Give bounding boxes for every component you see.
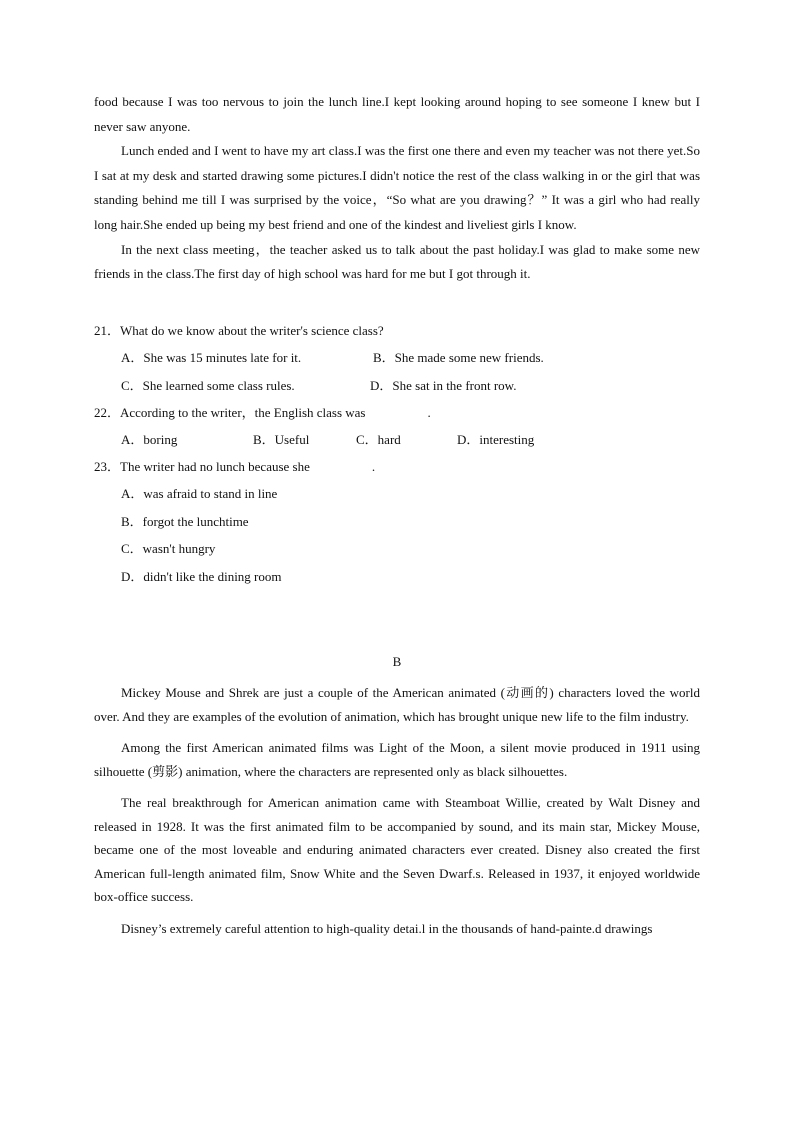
question-22-option-a: A．boring — [121, 432, 178, 447]
question-22-option-d: D．interesting — [457, 432, 535, 447]
passage-a-paragraph-3: In the next class meeting，the teacher asked us to talk about the past holiday.I was glad to make some new friends in the class.The first day of high school was hard for me but I got through it. — [94, 241, 700, 282]
question-23-stem: 23．The writer had no lunch because she — [94, 459, 310, 474]
question-22-period: . — [427, 405, 431, 420]
passage-a — [94, 90, 700, 287]
question-22-stem: 22．According to the writer，the English class was — [94, 405, 366, 420]
passage-a-paragraph-2: Lunch ended and I went to have my art class.I was the first one there and even my teacher was not there yet.So I sat at my desk and started drawing some pictures.I didn't notice the rest of the class walking in or the girl that was standing behind me till I was surprised by the voice，“So what are you drawing？” It was a girl who had really long hair.She ended up being my best friend and one of the kindest and liveliest girls I know. — [94, 143, 700, 232]
passage-b-paragraph-3: The real breakthrough for American animation came with Steamboat Willie, created by Walt Disney and released in 1928. It was the first animated film to be accompanied by sound, and its main star, Mickey Mouse, became one of the most loveable and enduring animated characters ever created. Disney also created the first American full-length animated film, Snow White and the Seven Dwarf.s. Released in 1937, it enjoyed worldwide box-office success. — [94, 794, 700, 905]
section-b-heading: B — [392, 654, 402, 669]
question-21-option-a: A．She was 15 minutes late for it. — [121, 350, 302, 365]
question-22 — [94, 402, 431, 421]
passage-b-paragraph-2: Among the first American animated films was Light of the Moon, a silent movie produced in 1911 using silhouette (剪影) animation, where the characters are represented only as black silhouettes. — [94, 739, 700, 779]
question-23-option-a: A．was afraid to stand in line — [121, 486, 278, 501]
passage-b — [94, 681, 700, 948]
question-23 — [94, 456, 375, 475]
question-21-option-b: B．She made some new friends. — [373, 350, 544, 365]
passage-a-paragraph-1: food because I was too nervous to join the lunch line.I kept looking around hoping to see someone I knew but I never saw anyone. — [94, 94, 700, 134]
question-21-option-c: C．She learned some class rules. — [121, 378, 295, 393]
question-21-stem: 21．What do we know about the writer's science class? — [94, 323, 384, 338]
question-22-option-b: B．Useful — [253, 432, 310, 447]
question-23-option-b: B．forgot the lunchtime — [121, 514, 249, 529]
question-23-period: . — [371, 459, 376, 474]
question-23-option-d: D．didn't like the dining room — [121, 569, 282, 584]
passage-b-paragraph-1: Mickey Mouse and Shrek are just a couple of the American animated (动画的) characters loved the world over. And they are examples of the evolution of animation, which has brought unique new life to the film industry. — [94, 685, 700, 724]
question-23-option-c: C．wasn't hungry — [121, 541, 216, 556]
passage-b-paragraph-4: Disney’s extremely careful attention to high-quality detai.l in the thousands of hand-painte.d drawings — [121, 920, 653, 936]
question-21-option-d: D．She sat in the front row. — [370, 378, 517, 393]
question-22-option-c: C．hard — [356, 432, 401, 447]
